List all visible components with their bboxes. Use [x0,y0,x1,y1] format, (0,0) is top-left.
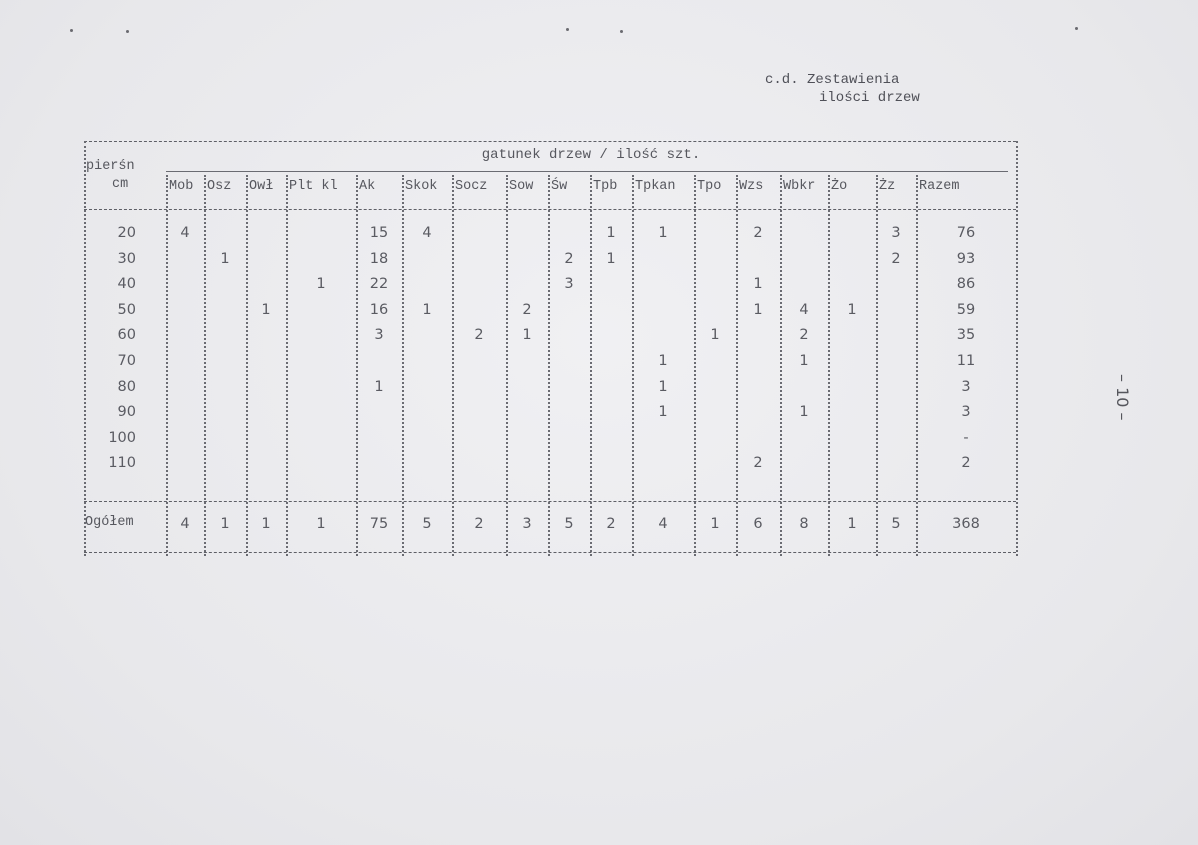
table-cell: 1 [606,225,616,241]
column-header: Mob [169,179,194,194]
column-header: Wzs [739,179,764,194]
table-cell: 1 [658,379,668,395]
table-cell: 1 [799,404,809,420]
table-cell: 1 [658,353,668,369]
row-dbh: 30 [117,251,136,267]
total-cell: 3 [522,516,532,532]
table-cell: 1 [374,379,384,395]
table-cell: 4 [799,302,809,318]
column-divider [506,175,508,556]
total-cell: 1 [220,516,230,532]
punch-mark [1075,27,1078,30]
punch-mark [620,30,623,33]
table-cell: 1 [658,404,668,420]
row-dbh: 60 [117,327,136,343]
table-cell: 1 [261,302,271,318]
total-cell: 1 [847,516,857,532]
total-cell: 5 [891,516,901,532]
table-cell: 93 [956,251,976,267]
column-divider [356,175,358,556]
total-cell: 4 [180,516,190,532]
total-label: Ogółem [85,515,134,530]
column-divider [916,175,918,556]
column-header: Ak [359,179,376,194]
table-cell: 1 [316,276,326,292]
table-cell: 11 [956,353,976,369]
table-cell: 1 [422,302,432,318]
row-dbh: 110 [108,455,136,471]
table-cell: 22 [369,276,389,292]
table-cell: 18 [369,251,389,267]
total-cell: 5 [422,516,432,532]
table-cell: 2 [474,327,484,343]
header-line-1: c.d. Zestawienia [765,72,900,88]
total-cell: 75 [369,516,389,532]
row-dbh: 100 [108,430,136,446]
page-number: – 10 – [1113,374,1132,421]
column-header: Tpb [593,179,618,194]
dbh-unit-label: cm [112,177,129,192]
table-cell: 1 [710,327,720,343]
table-cell: 1 [847,302,857,318]
column-header: Sow [509,179,534,194]
column-divider [204,175,206,556]
table-cell: 1 [606,251,616,267]
table-cell: 2 [891,251,901,267]
column-header: Owł [249,179,274,194]
column-header: Skok [405,179,438,194]
table-cell: 4 [180,225,190,241]
column-divider [548,175,550,556]
column-divider [246,175,248,556]
column-divider [452,175,454,556]
column-header: Socz [455,179,488,194]
table-cell: 2 [753,455,763,471]
total-cell: 5 [564,516,574,532]
table-cell: 1 [522,327,532,343]
table-cell: 3 [961,379,971,395]
column-header: Żz [879,179,896,194]
table-cell: 3 [374,327,384,343]
table-cell: 2 [799,327,809,343]
row-dbh: 40 [117,276,136,292]
header-line-2: ilości drzew [819,90,920,106]
table-cell: 1 [753,302,763,318]
table-cell: 76 [956,225,976,241]
column-divider [84,141,86,556]
total-cell: 8 [799,516,809,532]
table-cell: 16 [369,302,389,318]
column-header: Żo [831,179,848,194]
header-note [765,71,920,107]
total-cell: 1 [261,516,271,532]
punch-mark [70,29,73,32]
row-dbh: 70 [117,353,136,369]
total-cell: 6 [753,516,763,532]
table-cell: 1 [658,225,668,241]
column-divider [632,175,634,556]
column-divider [876,175,878,556]
total-cell: 2 [606,516,616,532]
table-cell: 59 [956,302,976,318]
column-header: Tpo [697,179,722,194]
table-cell: 1 [799,353,809,369]
dbh-label: pierśn [86,159,135,174]
column-divider [286,175,288,556]
column-divider [694,175,696,556]
total-cell: 368 [952,516,980,532]
table-cell: 1 [220,251,230,267]
row-dbh: 50 [117,302,136,318]
table-cell: 4 [422,225,432,241]
column-divider [166,175,168,556]
column-divider [828,175,830,556]
table-cell: 3 [891,225,901,241]
table-cell: 1 [753,276,763,292]
column-header: Tpkan [635,179,676,194]
total-cell: 1 [710,516,720,532]
table-cell: 3 [961,404,971,420]
table-title: gatunek drzew / ilość szt. [481,147,701,163]
column-divider [590,175,592,556]
total-cell: 4 [658,516,668,532]
column-header: Wbkr [783,179,816,194]
table-cell: 2 [961,455,971,471]
total-cell: 2 [474,516,484,532]
row-dbh: 20 [117,225,136,241]
punch-mark [126,30,129,33]
table-rule [84,141,1016,142]
column-header: Św [551,179,568,194]
tree-count-table [84,141,1016,556]
table-cell: 3 [564,276,574,292]
table-cell: - [963,430,969,446]
title-rule [166,171,1008,172]
column-divider [736,175,738,556]
table-cell: 15 [369,225,389,241]
column-divider [402,175,404,556]
table-cell: 2 [522,302,532,318]
table-cell: 2 [753,225,763,241]
table-cell: 2 [564,251,574,267]
table-cell: 35 [956,327,976,343]
column-divider [1016,141,1018,556]
total-cell: 1 [316,516,326,532]
column-header: Plt kl [289,179,338,194]
row-dbh: 80 [117,379,136,395]
punch-mark [566,28,569,31]
column-header: Razem [919,179,960,194]
column-divider [780,175,782,556]
column-header: Osz [207,179,232,194]
table-cell: 86 [956,276,976,292]
row-dbh: 90 [117,404,136,420]
